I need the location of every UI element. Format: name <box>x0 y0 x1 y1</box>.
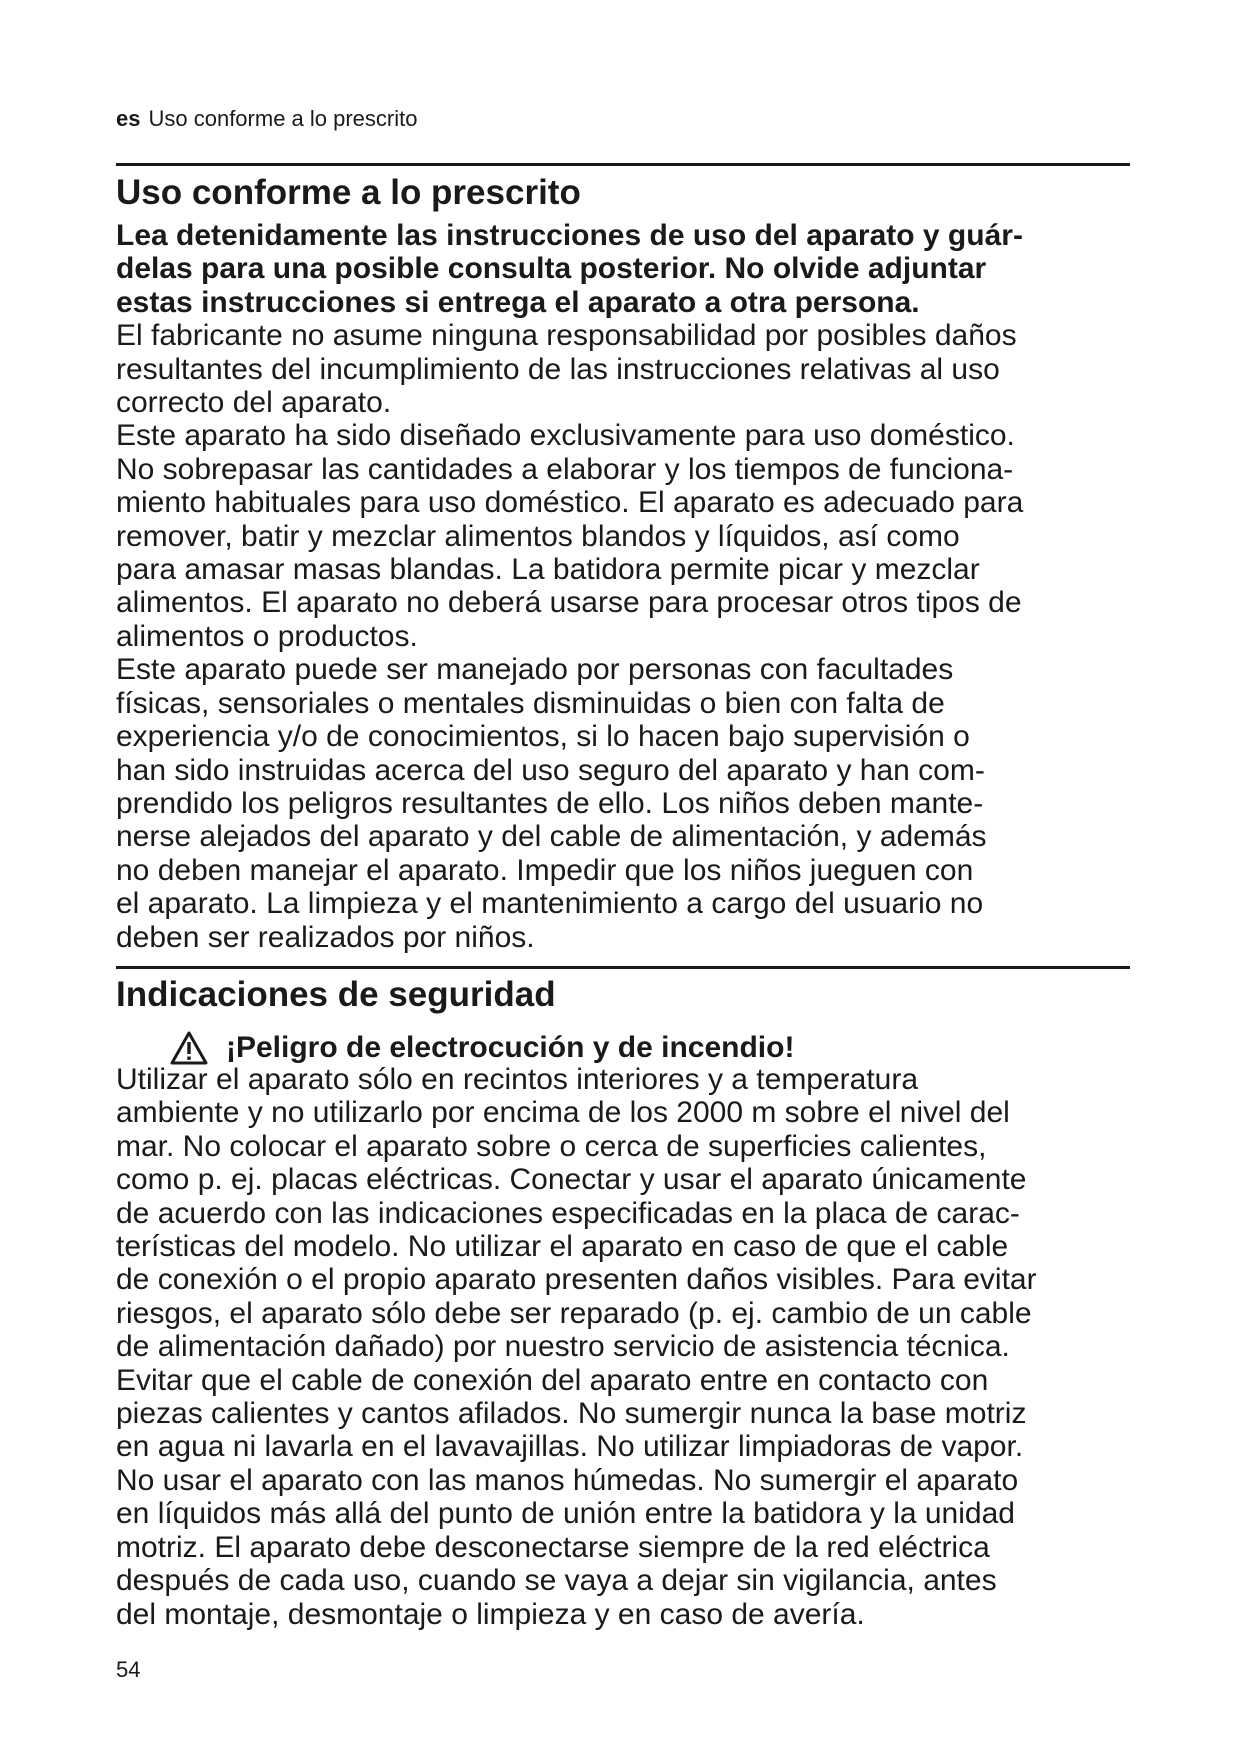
text-line: motriz. El aparato debe desconectarse siempre de la red eléctrica <box>116 1530 990 1564</box>
text-line: mar. No colocar el aparato sobre o cerca de superficies calientes, <box>116 1129 987 1163</box>
text-line: deben ser realizados por niños. <box>116 920 535 954</box>
text-line: El fabricante no asume ninguna responsabilidad por posibles daños <box>116 319 1017 353</box>
text-line: Evitar que el cable de conexión del aparato entre en contacto con <box>116 1363 989 1397</box>
text-line: en agua ni lavarla en el lavavajillas. No utilizar limpiadoras de vapor. <box>116 1430 1024 1464</box>
section-divider <box>116 966 1130 969</box>
warning-triangle-icon <box>170 1031 208 1065</box>
safety-text <box>116 1063 1130 1631</box>
text-line: alimentos. El aparato no deberá usarse para procesar otros tipos de <box>116 586 1022 620</box>
text-line: han sido instruidas acerca del uso seguro del aparato y han com- <box>116 753 985 787</box>
intended-use-text <box>116 219 1130 954</box>
running-header <box>116 106 417 132</box>
running-header-title: Uso conforme a lo prescrito <box>148 106 418 131</box>
text-line: prendido los peligros resultantes de ello. Los niños deben mante- <box>116 786 984 820</box>
text-line: en líquidos más allá del punto de unión entre la batidora y la unidad <box>116 1497 1015 1531</box>
intro-paragraph <box>116 219 1130 319</box>
text-line: Este aparato puede ser manejado por personas con facultades <box>116 653 954 687</box>
text-line: resultantes del incumplimiento de las instrucciones relativas al uso <box>116 352 1000 386</box>
text-line: para amasar masas blandas. La batidora permite picar y mezclar <box>116 553 980 587</box>
text-line: No usar el aparato con las manos húmedas. No sumergir el aparato <box>116 1463 1019 1497</box>
text-line: después de cada uso, cuando se vaya a dejar sin vigilancia, antes <box>116 1564 997 1598</box>
text-line: de conexión o el propio aparato presenten daños visibles. Para evitar <box>116 1263 1037 1297</box>
text-line: experiencia y/o de conocimientos, si lo hacen bajo supervisión o <box>116 720 970 754</box>
text-line: terísticas del modelo. No utilizar el aparato en caso de que el cable <box>116 1230 1009 1264</box>
text-line: alimentos o productos. <box>116 619 418 653</box>
text-line: físicas, sensoriales o mentales disminuidas o bien con falta de <box>116 686 945 720</box>
text-line: el aparato. La limpieza y el mantenimiento a cargo del usuario no <box>116 887 984 921</box>
text-line: No sobrepasar las cantidades a elaborar y los tiempos de funciona- <box>116 452 1014 486</box>
text-line: nerse alejados del aparato y del cable de alimentación, y además <box>116 820 987 854</box>
text-line: como p. ej. placas eléctricas. Conectar y usar el aparato únicamente <box>116 1163 1027 1197</box>
body-paragraphs <box>116 319 1130 954</box>
text-line: del montaje, desmontaje o limpieza y en caso de avería. <box>116 1597 865 1631</box>
text-line: piezas calientes y cantos afilados. No sumergir nunca la base motriz <box>116 1397 1027 1431</box>
section-title-safety: Indicaciones de seguridad <box>116 975 556 1014</box>
text-line: miento habituales para uso doméstico. El aparato es adecuado para <box>116 486 1024 520</box>
text-line: ambiente y no utilizarlo por encima de los 2000 m sobre el nivel del <box>116 1096 1010 1130</box>
text-line: Utilizar el aparato sólo en recintos interiores y a temperatura <box>116 1063 919 1096</box>
warning-heading <box>170 1030 794 1066</box>
text-line: correcto del aparato. <box>116 386 392 420</box>
text-line: riesgos, el aparato sólo debe ser reparado (p. ej. cambio de un cable <box>116 1296 1032 1330</box>
text-line: delas para una posible consulta posterior. No olvide adjuntar <box>116 252 987 286</box>
text-line: estas instrucciones si entrega el aparato a otra persona. <box>116 285 920 319</box>
text-line: no deben manejar el aparato. Impedir que los niños jueguen con <box>116 853 974 887</box>
language-code: es <box>116 106 141 131</box>
safety-paragraph <box>116 1063 1130 1631</box>
text-line: de alimentación dañado) por nuestro servicio de asistencia técnica. <box>116 1330 1010 1364</box>
warning-title: ¡Peligro de electrocución y de incendio! <box>226 1031 795 1064</box>
text-line: remover, batir y mezclar alimentos blandos y líquidos, así como <box>116 519 960 553</box>
section-title-intended-use: Uso conforme a lo prescrito <box>116 173 581 212</box>
text-line: Este aparato ha sido diseñado exclusivamente para uso doméstico. <box>116 419 1015 453</box>
page-number: 54 <box>116 1657 141 1682</box>
text-line: Lea detenidamente las instrucciones de uso del aparato y guár- <box>116 219 1023 252</box>
text-line: de acuerdo con las indicaciones especificadas en la placa de carac- <box>116 1196 1020 1230</box>
section-divider <box>116 163 1130 166</box>
